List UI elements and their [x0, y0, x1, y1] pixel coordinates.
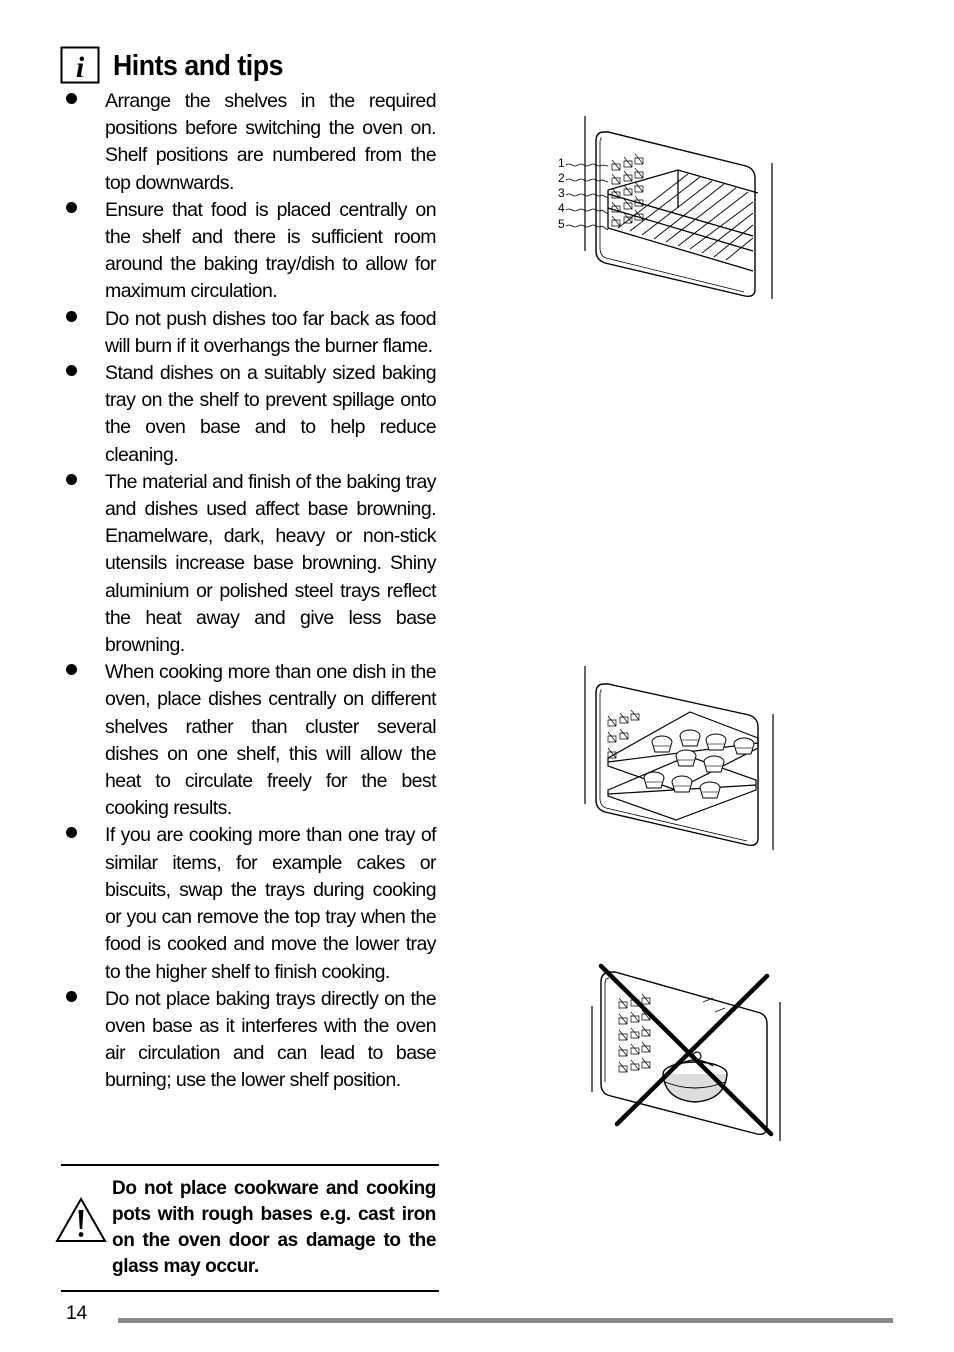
- list-item: [60, 88, 436, 197]
- bullet-icon: [66, 664, 77, 675]
- page-number: 14: [66, 1303, 88, 1324]
- tip-text: Arrange the shelves in the required positions before switching the oven on. Shelf positions are numbered from the top downwards.: [105, 90, 436, 194]
- bullet-icon: [66, 991, 77, 1002]
- list-item: [60, 986, 436, 1095]
- bullet-icon: [66, 365, 77, 376]
- shelf-position-label: 5: [558, 217, 565, 231]
- svg-text:i: i: [75, 51, 85, 84]
- list-item: [60, 469, 436, 659]
- list-item: [60, 197, 436, 306]
- warning-text: Do not place cookware and cooking pots with rough bases e.g. cast iron on the oven door as damage to the glass may occur.: [112, 1178, 436, 1277]
- list-item: [60, 822, 436, 985]
- oven-two-trays-illustration: [580, 660, 780, 860]
- page-title: Hints and tips: [113, 50, 283, 82]
- shelf-position-label: 3: [558, 186, 565, 200]
- bullet-icon: [66, 202, 77, 213]
- warning-triangle-icon: [55, 1196, 107, 1244]
- warning-box: [61, 1164, 439, 1292]
- list-item: [60, 306, 436, 360]
- tip-text: Stand dishes on a suitably sized baking tray on the shelf to prevent spillage onto the oven base and to help reduce cleaning.: [105, 362, 436, 466]
- tips-list: [60, 88, 436, 1095]
- footer-rule: [118, 1318, 893, 1323]
- oven-base-dish-crossed-illustration: [585, 958, 785, 1148]
- shelf-position-label: 2: [558, 171, 565, 185]
- shelf-position-label: 1: [558, 156, 565, 170]
- shelf-position-label: 4: [558, 201, 565, 215]
- tip-text: If you are cooking more than one tray of similar items, for example cakes or biscuits, swap the trays during cooking or you can remove the top tray when the food is cooked and move the lower tray to the higher shelf to finish cooking.: [105, 824, 436, 983]
- bullet-icon: [66, 93, 77, 104]
- bullet-icon: [66, 474, 77, 485]
- list-item: [60, 360, 436, 469]
- bullet-icon: [66, 827, 77, 838]
- tip-text: When cooking more than one dish in the oven, place dishes centrally on different shelves rather than cluster several dishes on one shelf, this will allow the heat to circulate freely for the best cooking results.: [105, 661, 436, 820]
- list-item: [60, 659, 436, 822]
- bullet-icon: [66, 311, 77, 322]
- tip-text: The material and finish of the baking tray and dishes used affect base browning. Enamelware, dark, heavy or non-stick utensils increase base browning. Shiny aluminium or polished steel trays reflect the heat away and give less base browning.: [105, 470, 436, 657]
- tip-text: Do not push dishes too far back as food will burn if it overhangs the burner flame.: [105, 307, 436, 357]
- oven-shelf-positions-illustration: [548, 108, 778, 308]
- info-icon: [60, 46, 100, 84]
- tip-text: Do not place baking trays directly on the oven base as it interferes with the oven air circulation and can lead to base burning; use the lower shelf position.: [105, 987, 436, 1092]
- tip-text: Ensure that food is placed centrally on the shelf and there is sufficient room around the baking tray/dish to allow for maximum circulation.: [105, 198, 436, 303]
